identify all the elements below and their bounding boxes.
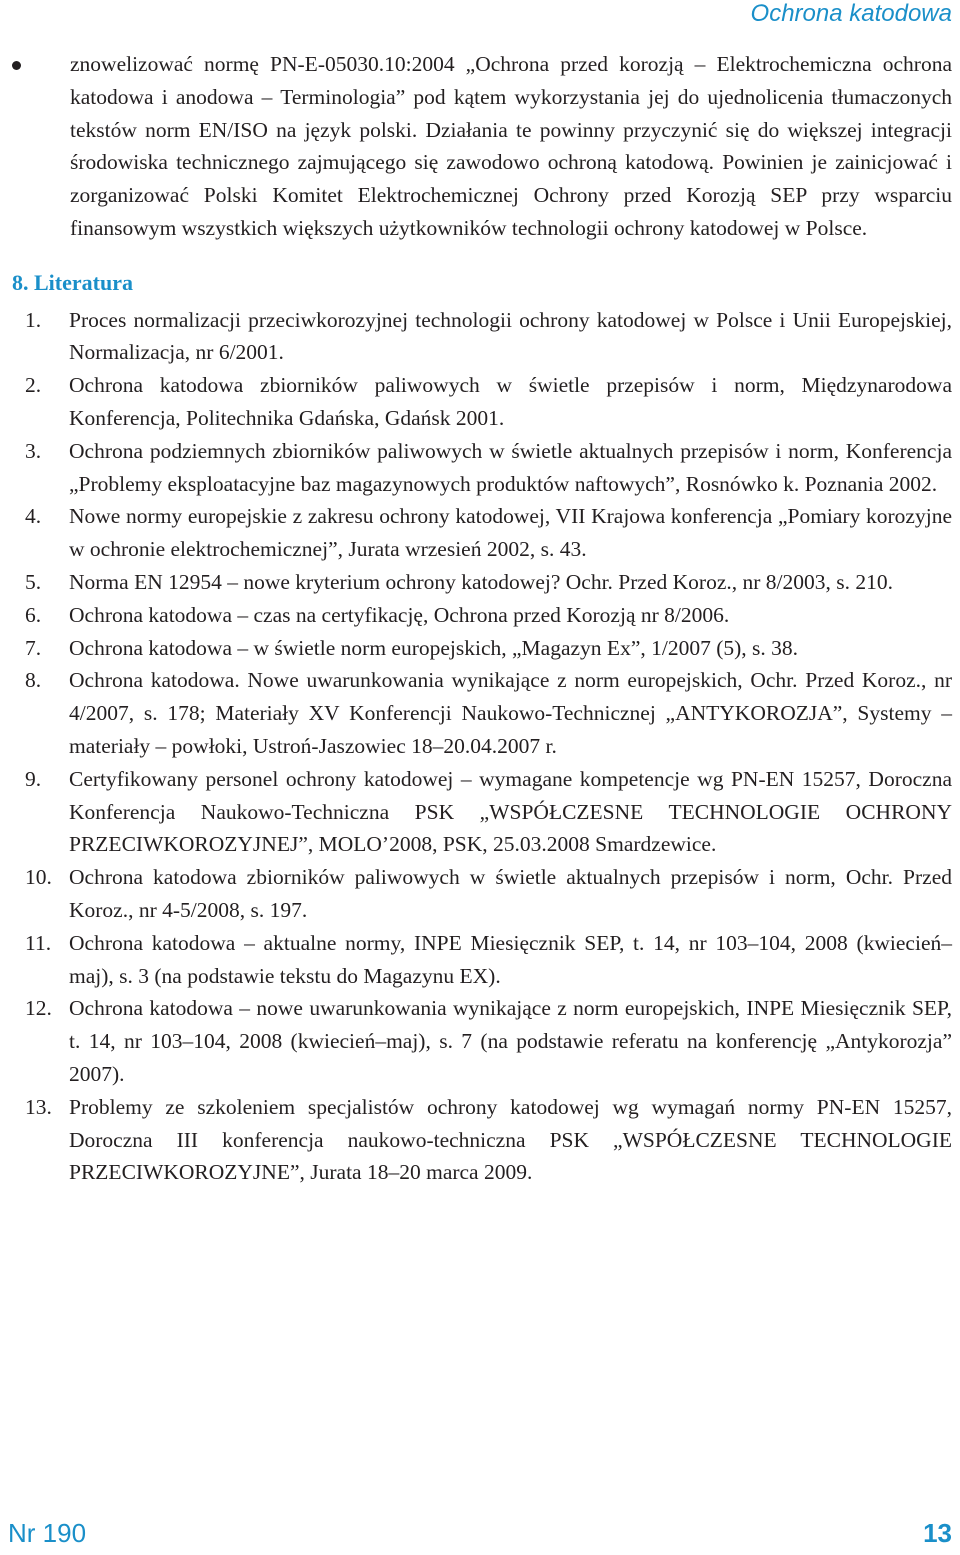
reference-number [12, 500, 69, 533]
reference-item [12, 599, 952, 632]
reference-number-label: 6. [25, 602, 42, 627]
reference-number-label: 13. [25, 1094, 52, 1119]
reference-number [12, 304, 69, 337]
reference-item [12, 304, 952, 370]
reference-number [12, 632, 69, 665]
reference-item [12, 763, 952, 861]
reference-number-label: 1. [25, 307, 42, 332]
page-number: 13 [923, 1518, 952, 1548]
reference-text: Nowe normy europejskie z zakresu ochrony katodowej, VII Krajowa konferencja „Pomiary korozyjne w ochronie elektrochemicznej”, Jurata wrzesień 2002, s. 43. [69, 504, 952, 562]
reference-item [12, 566, 952, 599]
reference-number [12, 992, 69, 1025]
reference-text: Ochrona katodowa zbiorników paliwowych w świetle aktualnych przepisów i norm, Ochr. Przed Koroz., nr 4-5/2008, s. 197. [69, 865, 952, 922]
reference-list [12, 304, 952, 1190]
reference-number [12, 664, 69, 697]
reference-item [12, 1091, 952, 1189]
reference-text: Problemy ze szkoleniem specjalistów ochrony katodowej wg wymagań normy PN-EN 15257, Doroczna III konferencja naukowo-techniczna PSK „WSPÓŁCZESNE TECHNOLOGIE PRZECIWKOROZYJNE”, Jurata 18–20 marca 2009. [69, 1094, 952, 1185]
bullet-text: znowelizować normę PN-E-05030.10:2004 „Ochrona przed korozją – Elektrochemiczna ochrona katodowa i anodowa – Terminologia” pod kątem wykorzystania jej do ujednolicenia tłumaczonych tekstów norm EN/ISO na język polski. Działania te powinny przyczynić się do większej integracji środowiska technicznego zajmującego się zawodowo ochroną katodową. Powinien je zainicjować i zorganizować Polski Komitet Elektrochemicznej Ochrony przed Korozją SEP przy wsparciu finansowym wszystkich większych użytkowników technologii ochrony katodowej w Polsce. [70, 52, 952, 240]
reference-number-label: 10. [25, 865, 52, 890]
reference-item [12, 664, 952, 762]
reference-number-label: 9. [25, 766, 42, 791]
reference-number-label: 5. [25, 569, 42, 594]
reference-number [12, 599, 69, 632]
reference-number [12, 927, 69, 960]
section-heading: 8. Literatura [12, 269, 133, 295]
article-body [12, 48, 952, 1189]
reference-item [12, 632, 952, 665]
reference-text: Ochrona katodowa. Nowe uwarunkowania wynikające z norm europejskich, Ochr. Przed Koroz., nr 4/2007, s. 178; Materiały XV Konferencji Naukowo-Technicznej „ANTYKOROZJA”, Systemy – materiały – powłoki, Ustroń-Jaszowiec 18–20.04.2007 r. [69, 668, 952, 758]
reference-item [12, 992, 952, 1090]
reference-text: Ochrona podziemnych zbiorników paliwowych w świetle aktualnych przepisów i norm, Konferencja „Problemy eksploatacyjne baz magazynowych produktów naftowych”, Rosnówko k. Poznania 2002. [69, 438, 952, 496]
reference-number-label: 2. [25, 373, 42, 398]
reference-text: Proces normalizacji przeciwkorozyjnej technologii ochrony katodowej w Polsce i Unii Europejskiej, Normalizacja, nr 6/2001. [69, 307, 952, 365]
reference-number [12, 763, 69, 796]
reference-text: Ochrona katodowa – w świetle norm europejskich, „Magazyn Ex”, 1/2007 (5), s. 38. [69, 635, 799, 660]
reference-item [12, 927, 952, 993]
reference-number-label: 7. [25, 635, 42, 660]
reference-number-label: 3. [25, 438, 42, 463]
reference-text: Ochrona katodowa – aktualne normy, INPE Miesięcznik SEP, t. 14, nr 103–104, 2008 (kwiecień–maj), s. 3 (na podstawie tekstu do Magazynu EX). [69, 930, 952, 988]
reference-number-label: 4. [25, 504, 42, 529]
reference-text: Ochrona katodowa zbiorników paliwowych w świetle przepisów i norm, Międzynarodowa Konferencja, Politechnika Gdańska, Gdańsk 2001. [69, 373, 952, 430]
bullet-paragraph [12, 48, 952, 245]
reference-item [12, 435, 952, 501]
reference-number [12, 369, 69, 402]
reference-number-label: 12. [25, 996, 52, 1021]
reference-text: Ochrona katodowa – czas na certyfikację, Ochrona przed Korozją nr 8/2006. [69, 602, 730, 627]
issue-number: Nr 190 [8, 1518, 87, 1548]
reference-text: Norma EN 12954 – nowe kryterium ochrony katodowej? Ochr. Przed Koroz., nr 8/2003, s. 210. [69, 569, 893, 594]
bullet-dot-icon [12, 61, 21, 70]
reference-number-label: 11. [25, 930, 52, 955]
reference-number-label: 8. [25, 668, 42, 693]
reference-text: Ochrona katodowa – nowe uwarunkowania wynikające z norm europejskich, INPE Miesięcznik SEP, t. 14, nr 103–104, 2008 (kwiecień–maj), s. 7 (na podstawie referatu na konferencję „Antykorozja” 2007). [69, 996, 952, 1086]
reference-number [12, 435, 69, 468]
reference-text: Certyfikowany personel ochrony katodowej – wymagane kompetencje wg PN-EN 15257, Doroczna Konferencja Naukowo-Techniczna PSK „WSPÓŁCZESNE TECHNOLOGIE OCHRONY PRZECIWKOROZYJNEJ”, MOLO’2008, PSK, 25.03.2008 Smardzewice. [69, 766, 952, 857]
running-header: Ochrona katodowa [750, 0, 952, 27]
reference-item [12, 500, 952, 566]
reference-number [12, 1091, 69, 1124]
reference-item [12, 861, 952, 927]
reference-item [12, 369, 952, 435]
reference-number [12, 566, 69, 599]
reference-number [12, 861, 69, 894]
